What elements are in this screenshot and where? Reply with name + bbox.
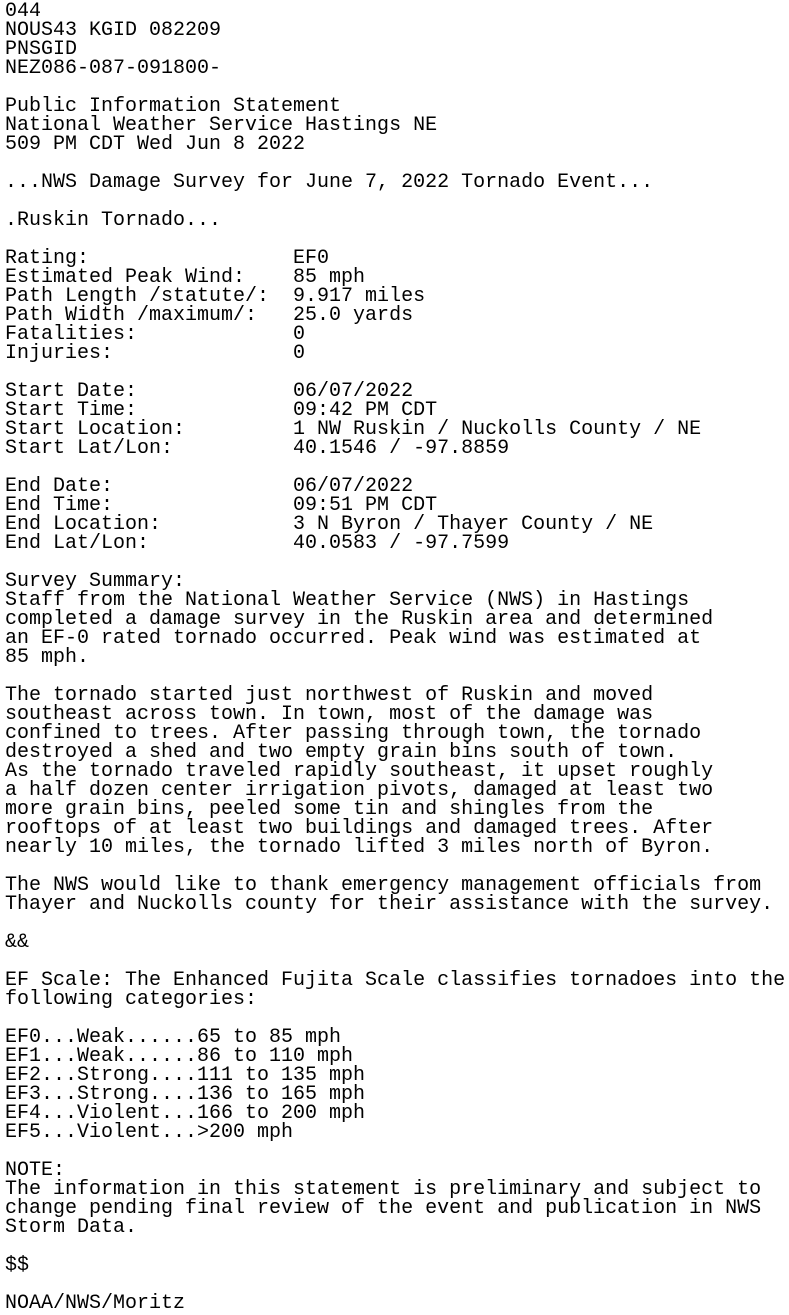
document-line: EF4...Violent...166 to 200 mph: [5, 1102, 366, 1125]
document-line: completed a damage survey in the Ruskin area and determined: [5, 608, 714, 631]
wmo-header: NOUS43 KGID 082209: [5, 19, 222, 42]
document-line: End Lat/Lon: 40.0583 / -97.7599: [5, 532, 510, 555]
document-line: End Date: 06/07/2022: [5, 475, 414, 498]
document-line: EF0...Weak......65 to 85 mph: [5, 1026, 342, 1049]
document-line: confined to trees. After passing through town, the tornado: [5, 722, 702, 745]
document-line: Fatalities: 0: [5, 323, 306, 346]
document-line: rooftops of at least two buildings and damaged trees. After: [5, 817, 714, 840]
message-sequence-number: 044: [5, 0, 42, 23]
document-line: [5, 914, 789, 933]
document-line: Start Location: 1 NW Ruskin / Nuckolls County / NE: [5, 418, 702, 441]
document-line: southeast across town. In town, most of the damage was: [5, 703, 654, 726]
document-line: change pending final review of the event and publication in NWS: [5, 1197, 762, 1220]
document-line: Start Time: 09:42 PM CDT: [5, 399, 438, 422]
survey-summary-heading: Survey Summary:: [5, 570, 186, 593]
document-line: [5, 1142, 789, 1161]
product-title: Public Information Statement: [5, 95, 342, 118]
section-separator: &&: [5, 931, 30, 954]
document-line: $$: [5, 1254, 30, 1277]
document-line: NOAA/NWS/Moritz: [5, 1292, 186, 1315]
document-line: a half dozen center irrigation pivots, damaged at least two: [5, 779, 714, 802]
document-line: EF2...Strong....111 to 135 mph: [5, 1064, 366, 1087]
document-line: Rating: EF0: [5, 247, 330, 270]
zone-code: NEZ086-087-091800-: [5, 57, 222, 80]
document-line: As the tornado traveled rapidly southeast, it upset roughly: [5, 760, 714, 783]
document-line: End Time: 09:51 PM CDT: [5, 494, 438, 517]
document-line: Thayer and Nuckolls county for their assistance with the survey.: [5, 893, 774, 916]
document-line: Estimated Peak Wind: 85 mph: [5, 266, 366, 289]
document-line: EF3...Strong....136 to 165 mph: [5, 1083, 366, 1106]
document-line: 85 mph.: [5, 646, 90, 669]
awips-id: PNSGID: [5, 38, 78, 61]
issuing-office: National Weather Service Hastings NE: [5, 114, 438, 137]
event-headline: ...NWS Damage Survey for June 7, 2022 Tornado Event...: [5, 171, 654, 194]
document-line: Storm Data.: [5, 1216, 138, 1239]
document-line: End Location: 3 N Byron / Thayer County / NE: [5, 513, 654, 536]
document-line: [5, 1237, 789, 1256]
tornado-name: .Ruskin Tornado...: [5, 209, 222, 232]
document-line: EF Scale: The Enhanced Fujita Scale classifies tornadoes into the: [5, 969, 786, 992]
document-line: nearly 10 miles, the tornado lifted 3 miles north of Byron.: [5, 836, 714, 859]
document-line: Start Date: 06/07/2022: [5, 380, 414, 403]
document-line: destroyed a shed and two empty grain bins south of town.: [5, 741, 678, 764]
document-line: more grain bins, peeled some tin and shingles from the: [5, 798, 654, 821]
issue-time: 509 PM CDT Wed Jun 8 2022: [5, 133, 306, 156]
document-line: EF5...Violent...>200 mph: [5, 1121, 294, 1144]
document-line: an EF-0 rated tornado occurred. Peak wind was estimated at: [5, 627, 702, 650]
note-heading: The information in this statement is preliminary and subject to: [5, 1178, 762, 1201]
document-line: Path Length /statute/: 9.917 miles: [5, 285, 426, 308]
document-line: following categories:: [5, 988, 258, 1011]
document-line: Start Lat/Lon: 40.1546 / -97.8859: [5, 437, 510, 460]
document-line: Injuries: 0: [5, 342, 306, 365]
document-line: The tornado started just northwest of Ruskin and moved: [5, 684, 654, 707]
document-line: The NWS would like to thank emergency management officials from: [5, 874, 762, 897]
document-line: Staff from the National Weather Service (NWS) in Hastings: [5, 589, 690, 612]
document-line: EF1...Weak......86 to 110 mph: [5, 1045, 354, 1068]
document-line: Path Width /maximum/: 25.0 yards: [5, 304, 414, 327]
document-line: NOTE:: [5, 1159, 66, 1182]
